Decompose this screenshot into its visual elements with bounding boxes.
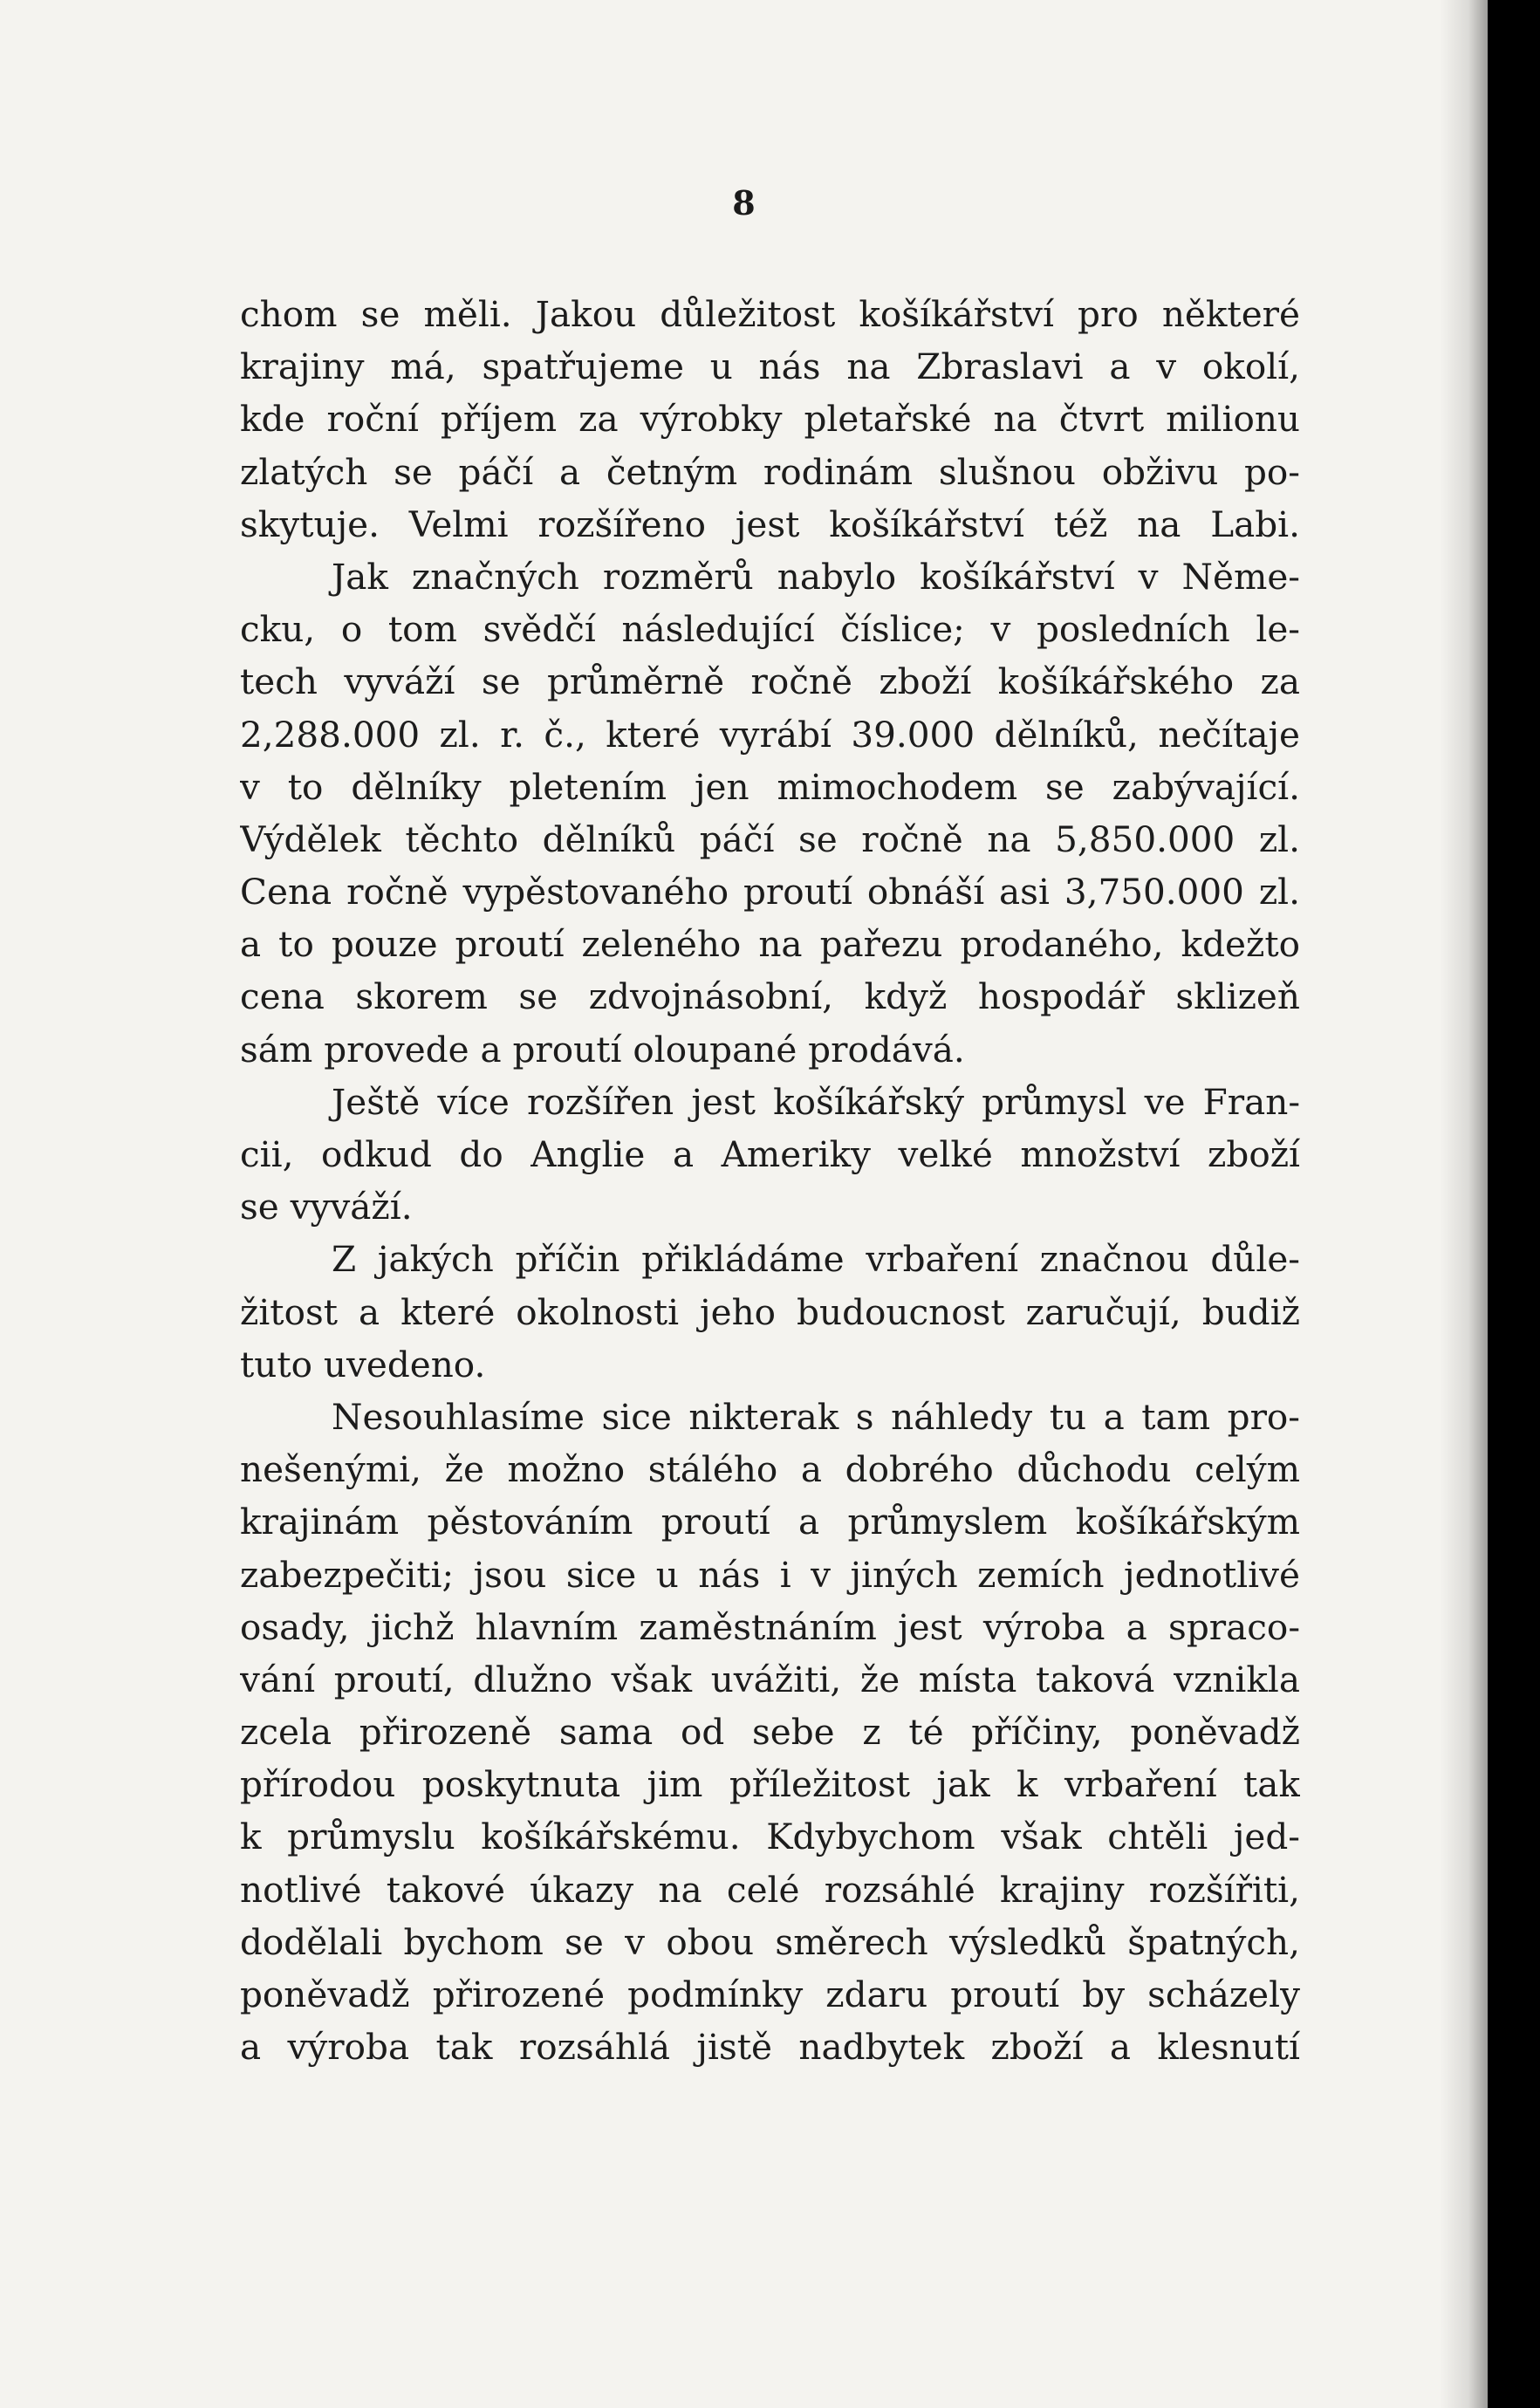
text-line: skytuje. Velmi rozšířeno jest košíkářství též na Labi. xyxy=(240,503,1300,545)
text-line: Jak značných rozměrů nabylo košíkářství v Něme- xyxy=(332,555,1300,598)
text-line: a výroba tak rozsáhlá jistě nadbytek zboží a klesnutí xyxy=(240,2026,1300,2069)
text-line: Výdělek těchto dělníků páčí se ročně na 5,850.000 zl. xyxy=(240,817,1300,860)
text-line: cena skorem se zdvojnásobní, když hospodář sklizeň xyxy=(240,975,1300,1018)
text-line: zcela přirozeně sama od sebe z té příčiny, poněvadž xyxy=(240,1711,1300,1754)
text-line: tech vyváží se průměrně ročně zboží košíkářského za xyxy=(240,660,1300,703)
text-line: v to dělníky pletením jen mimochodem se zabývající. xyxy=(240,765,1300,808)
text-line: zlatých se páčí a četným rodinám slušnou obživu po- xyxy=(240,450,1300,493)
text-line: chom se měli. Jakou důležitost košíkářství pro některé xyxy=(240,293,1300,335)
text-line: 2,288.000 zl. r. č., které vyrábí 39.000 dělníků, nečítaje xyxy=(240,713,1300,756)
text-line: se vyváží. xyxy=(240,1186,413,1228)
text-line: dodělali bychom se v obou směrech výsledků špatných, xyxy=(240,1920,1300,1963)
paragraph xyxy=(240,1233,1300,1391)
text-line: zabezpečiti; jsou sice u nás i v jiných zemích jednotlivé xyxy=(240,1553,1300,1596)
text-line: kde roční příjem za výrobky pletařské na čtvrt milionu xyxy=(240,398,1300,441)
paragraph xyxy=(240,288,1300,551)
text-line: Z jakých příčin přikládáme vrbaření značnou důle- xyxy=(332,1238,1300,1281)
page-edge-shadow xyxy=(1440,0,1488,2408)
text-line: sám provede a proutí oloupané prodává. xyxy=(240,1028,965,1071)
text-line: tuto uvedeno. xyxy=(240,1343,486,1385)
text-line: k průmyslu košíkářskému. Kdybychom však chtěli jed- xyxy=(240,1816,1300,1858)
text-line: osady, jichž hlavním zaměstnáním jest výroba a spraco- xyxy=(240,1605,1300,1648)
text-line: cii, odkud do Anglie a Ameriky velké množství zboží xyxy=(240,1133,1300,1175)
text-line: krajinám pěstováním proutí a průmyslem košíkářským xyxy=(240,1501,1300,1543)
text-line: žitost a které okolnosti jeho budoucnost zaručují, budiž xyxy=(240,1290,1300,1333)
text-line: poněvadž přirozené podmínky zdaru proutí by scházely xyxy=(240,1974,1300,2015)
text-line: Nesouhlasíme sice nikterak s náhledy tu a tam pro- xyxy=(332,1395,1300,1438)
paragraph xyxy=(240,1076,1300,1234)
text-line: krajiny má, spatřujeme u nás na Zbraslavi a v okolí, xyxy=(240,345,1300,388)
page-number: 8 xyxy=(732,183,756,222)
text-line: nešenými, že možno stálého a dobrého důchodu celým xyxy=(240,1448,1300,1491)
paragraph xyxy=(240,1391,1300,2073)
text-line: cku, o tom svědčí následující číslice; v posledních le- xyxy=(240,608,1300,651)
body-text xyxy=(240,288,1300,2073)
text-line: vání proutí, dlužno však uvážiti, že místa taková vznikla xyxy=(240,1658,1300,1700)
text-line: přírodou poskytnuta jim příležitost jak k vrbaření tak xyxy=(240,1763,1300,1806)
text-line: Ještě více rozšířen jest košíkářský průmysl ve Fran- xyxy=(332,1080,1300,1123)
text-line: notlivé takové úkazy na celé rozsáhlé krajiny rozšířiti, xyxy=(240,1868,1300,1911)
paragraph xyxy=(240,551,1300,1076)
text-line: a to pouze proutí zeleného na pařezu prodaného, kdežto xyxy=(240,923,1300,966)
text-line: Cena ročně vypěstovaného proutí obnáší asi 3,750.000 zl. xyxy=(240,871,1300,913)
